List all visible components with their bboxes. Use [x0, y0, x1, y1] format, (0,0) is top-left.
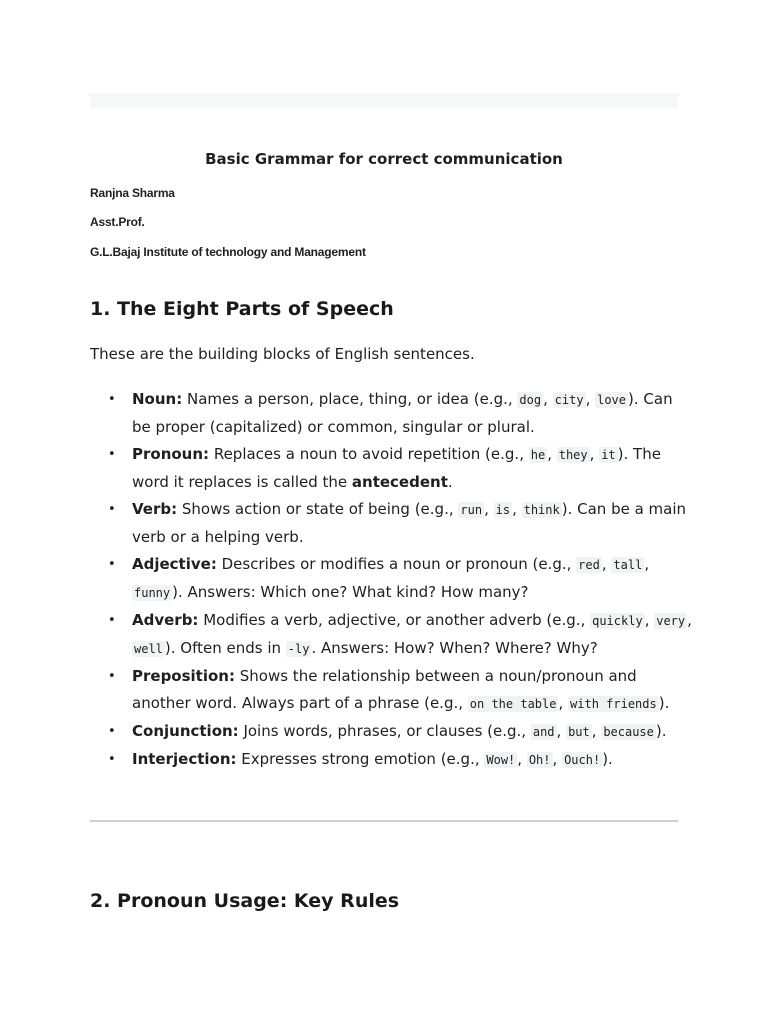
item-text: ). Answers: Which one? What kind? How many?: [172, 583, 529, 601]
item-text: ). Can be proper (capitalized) or common, singular or plural.: [132, 390, 673, 436]
item-text: Joins words, phrases, or clauses (e.g.,: [238, 722, 531, 740]
example-code: run: [460, 503, 483, 517]
example-code: quickly: [592, 614, 643, 628]
term-label: Noun:: [132, 390, 183, 408]
example-code: well: [134, 642, 163, 656]
header-band: [90, 93, 678, 108]
example-code: funny: [134, 586, 171, 600]
separator: ,: [517, 750, 527, 768]
list-item-adjective: [132, 551, 692, 607]
example-code: red: [578, 558, 600, 572]
example-code: on the table: [469, 697, 557, 711]
item-text: . Answers: How? When? Where? Why?: [311, 639, 598, 657]
example-code: with friends: [570, 697, 657, 711]
item-text: ). Can be a main verb or a helping verb.: [132, 500, 687, 546]
list-item-preposition: [132, 663, 692, 718]
section-heading-parts-of-speech: 1. The Eight Parts of Speech: [90, 298, 394, 320]
example-code: Ouch!: [564, 753, 601, 767]
document-title: Basic Grammar for correct communication: [205, 150, 563, 168]
list-item-conjunction: [132, 718, 692, 746]
separator: ,: [589, 445, 600, 463]
item-text: .: [447, 473, 453, 491]
list-item-interjection: [132, 746, 692, 774]
item-text: ).: [658, 694, 670, 712]
item-text: Replaces a noun to avoid repetition (e.g.,: [209, 445, 529, 463]
list-item-pronoun: [132, 441, 692, 496]
term-label: Preposition:: [132, 667, 235, 685]
item-text: ).: [602, 750, 613, 768]
example-code: it: [601, 448, 616, 462]
antecedent-term: antecedent: [351, 473, 448, 491]
separator: ,: [543, 390, 553, 408]
separator: ,: [591, 722, 602, 740]
section-intro: These are the building blocks of English sentences.: [90, 345, 475, 363]
example-code: Wow!: [486, 753, 516, 767]
example-code: Oh!: [528, 753, 551, 767]
term-label: Adverb:: [132, 611, 199, 629]
example-code: he: [530, 448, 546, 462]
term-label: Verb:: [132, 500, 178, 518]
author-name: Ranjna Sharma: [90, 186, 175, 200]
item-text: ). The word it replaces is called the: [132, 445, 661, 491]
separator: ,: [556, 722, 567, 740]
term-label: Adjective:: [132, 555, 217, 573]
separator: ,: [601, 555, 612, 573]
item-text: Shows action or state of being (e.g.,: [177, 500, 459, 518]
item-text: ). Often ends in: [164, 639, 286, 657]
list-item-adverb: [132, 607, 692, 663]
item-text: Shows the relationship between a noun/pronoun and another word. Always part of a phrase (e.g.,: [132, 667, 637, 712]
example-code: think: [523, 503, 560, 517]
list-item-verb: [132, 496, 692, 551]
term-label: Conjunction:: [132, 722, 239, 740]
item-text: Expresses strong emotion (e.g.,: [236, 750, 485, 768]
example-code: love: [597, 393, 627, 407]
example-code: city: [554, 393, 584, 407]
separator: ,: [552, 750, 563, 768]
section-heading-pronoun-usage: 2. Pronoun Usage: Key Rules: [90, 890, 400, 912]
author-institution: G.L.Bajaj Institute of technology and Management: [90, 245, 366, 259]
example-code: but: [568, 725, 590, 739]
example-code: very: [656, 614, 686, 628]
example-code: and: [532, 725, 555, 739]
term-label: Interjection:: [132, 750, 237, 768]
separator: ,: [558, 694, 569, 712]
example-code: -ly: [287, 642, 310, 656]
parts-of-speech-list: [90, 386, 692, 774]
example-code: dog: [519, 393, 542, 407]
separator: ,: [512, 500, 522, 518]
example-code: they: [558, 448, 588, 462]
separator: ,: [484, 500, 494, 518]
list-item-noun: [132, 386, 692, 441]
item-text: ).: [655, 722, 667, 740]
term-label: Pronoun:: [132, 445, 210, 463]
example-code: tall: [613, 558, 643, 572]
separator: ,: [644, 611, 655, 629]
item-text: Modifies a verb, adjective, or another adverb (e.g.,: [198, 611, 591, 629]
separator: ,: [547, 445, 557, 463]
item-text: Names a person, place, thing, or idea (e.g.,: [182, 390, 518, 408]
author-role: Asst.Prof.: [90, 215, 145, 229]
item-text: Describes or modifies a noun or pronoun (e.g.,: [216, 555, 577, 573]
separator: ,: [687, 611, 692, 629]
example-code: because: [603, 725, 654, 739]
separator: ,: [585, 390, 596, 408]
example-code: is: [495, 503, 511, 517]
separator: ,: [644, 555, 650, 573]
horizontal-rule: [90, 820, 678, 822]
